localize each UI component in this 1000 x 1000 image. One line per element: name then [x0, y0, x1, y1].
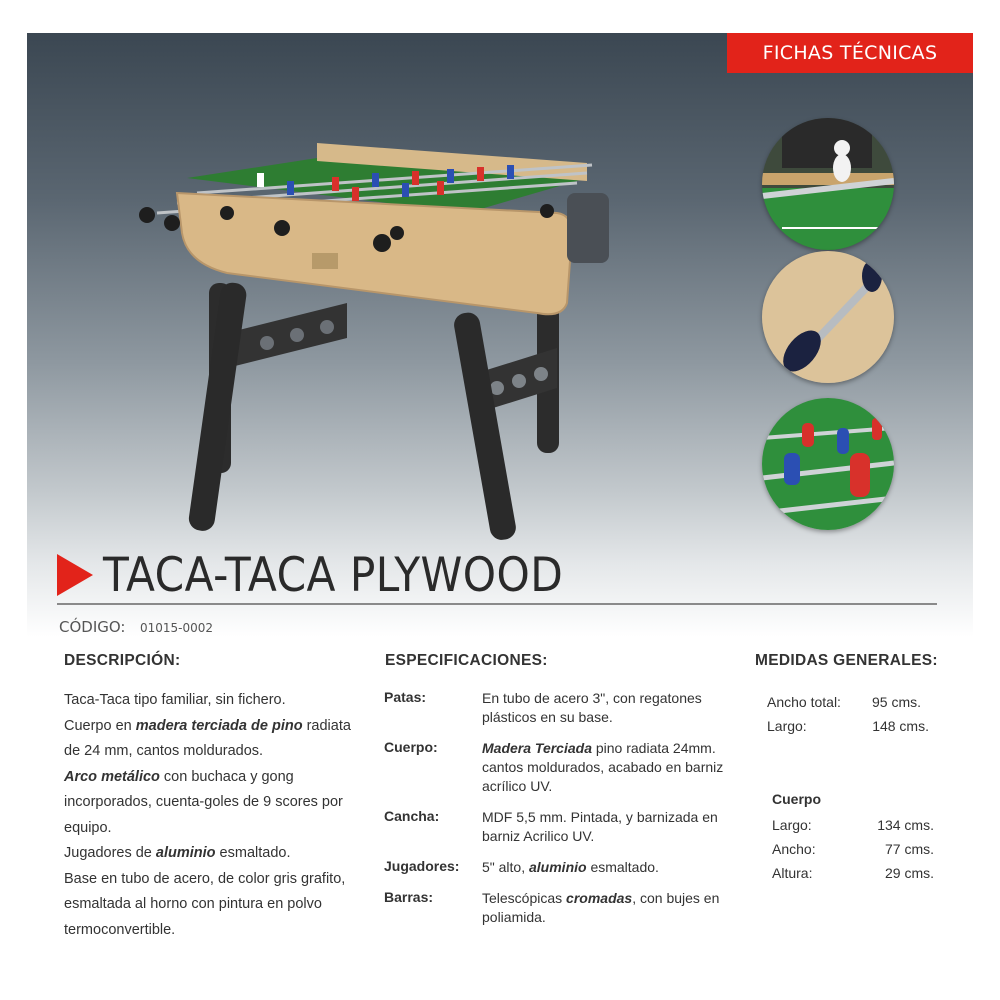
dim-value-c-altura: 29 cms.	[884, 865, 934, 881]
spec-row-barras	[384, 889, 754, 927]
dim-row-ancho-total	[767, 690, 929, 714]
title-row	[57, 545, 614, 605]
desc-text-2a: Cuerpo en	[64, 717, 136, 734]
description-heading: DESCRIPCIÓN:	[64, 652, 181, 669]
spec-text-barras-c: , con bujes en poliamida.	[482, 890, 720, 925]
spec-value-patas: En tubo de acero 3", con regatones plásticos en su base.	[482, 690, 702, 725]
dims-general	[767, 690, 929, 738]
spec-emph-jugadores: aluminio	[529, 859, 587, 875]
spec-value-cuerpo	[482, 739, 750, 796]
desc-emph-3: Arco metálico	[64, 768, 160, 785]
dims-heading: MEDIDAS GENERALES:	[755, 652, 938, 669]
spec-text-jugadores-c: esmaltado.	[586, 859, 659, 875]
spec-row-cancha	[384, 808, 754, 846]
spec-value-jugadores	[482, 858, 750, 877]
dims-cuerpo-heading: Cuerpo	[772, 791, 821, 807]
dims-cuerpo	[772, 791, 934, 885]
desc-line-1: Taca-Taca tipo familiar, sin fichero.	[64, 692, 286, 708]
spec-label-patas: Patas:	[384, 689, 427, 705]
specs-table	[384, 689, 754, 939]
desc-text-4c: esmaltado.	[215, 845, 291, 861]
desc-emph-2: madera terciada de pino	[135, 717, 303, 734]
spec-label-cuerpo: Cuerpo:	[384, 739, 438, 755]
spec-emph-cuerpo: Madera Terciada	[482, 740, 592, 756]
spec-value-cancha: MDF 5,5 mm. Pintada, y barnizada en barniz Acrilico UV.	[482, 809, 718, 844]
dim-value-c-largo: 134 cms.	[877, 817, 934, 833]
detail-thumb-players[interactable]	[762, 398, 894, 530]
dim-label-ancho-total: Ancho total:	[767, 694, 841, 710]
spec-label-jugadores: Jugadores:	[384, 858, 460, 874]
dim-row-c-largo	[772, 813, 934, 837]
dim-value-ancho-total: 95 cms.	[871, 694, 921, 710]
dim-label-c-altura: Altura:	[772, 865, 813, 881]
title-arrow-icon	[57, 554, 93, 596]
desc-text-3b: con buchaca y gong incorporados, cuenta-goles de 9 scores por equipo.	[64, 768, 343, 836]
code-value: 01015-0002	[139, 621, 213, 635]
desc-emph-4: aluminio	[155, 845, 216, 861]
spec-text-jugadores-a: 5" alto,	[482, 859, 529, 875]
dim-label-c-largo: Largo:	[772, 817, 812, 833]
desc-text-2c: radiata de 24 mm, cantos moldurados.	[64, 717, 351, 759]
dim-label-c-ancho: Ancho:	[772, 841, 816, 857]
dim-row-c-altura	[772, 861, 934, 885]
spec-value-barras	[482, 889, 750, 927]
fichas-tecnicas-badge[interactable]: FICHAS TÉCNICAS	[727, 33, 973, 73]
product-code	[59, 618, 213, 636]
spec-label-cancha: Cancha:	[384, 808, 440, 824]
code-label: CÓDIGO:	[59, 618, 126, 636]
specs-heading: ESPECIFICACIONES:	[385, 652, 548, 669]
dim-row-c-ancho	[772, 837, 934, 861]
dim-label-largo: Largo:	[767, 718, 807, 734]
detail-thumb-handle[interactable]	[762, 251, 894, 383]
desc-line-5: Base en tubo de acero, de color gris grafito, esmaltada al horno con pintura en polvo termoconvertible.	[64, 870, 346, 938]
spec-row-patas	[384, 689, 754, 727]
dim-value-c-ancho: 77 cms.	[884, 841, 934, 857]
spec-emph-barras: cromadas	[566, 890, 633, 906]
detail-thumb-goal[interactable]	[762, 118, 894, 250]
spec-text-cuerpo: pino radiata 24mm. cantos moldurados, acabado en barniz acrílico UV.	[482, 740, 724, 794]
title-divider	[57, 603, 937, 605]
dim-row-largo	[767, 714, 929, 738]
spec-row-cuerpo	[384, 739, 754, 796]
tech-sheet	[27, 33, 973, 948]
dim-value-largo: 148 cms.	[872, 718, 929, 734]
description-text	[64, 688, 364, 943]
product-title: TACA-TACA PLYWOOD	[103, 547, 564, 603]
spec-text-barras-a: Telescópicas	[482, 890, 567, 906]
spec-label-barras: Barras:	[384, 889, 434, 905]
spec-row-jugadores	[384, 858, 754, 877]
foosball-table-image	[117, 133, 617, 553]
desc-text-4a: Jugadores de	[64, 845, 156, 861]
